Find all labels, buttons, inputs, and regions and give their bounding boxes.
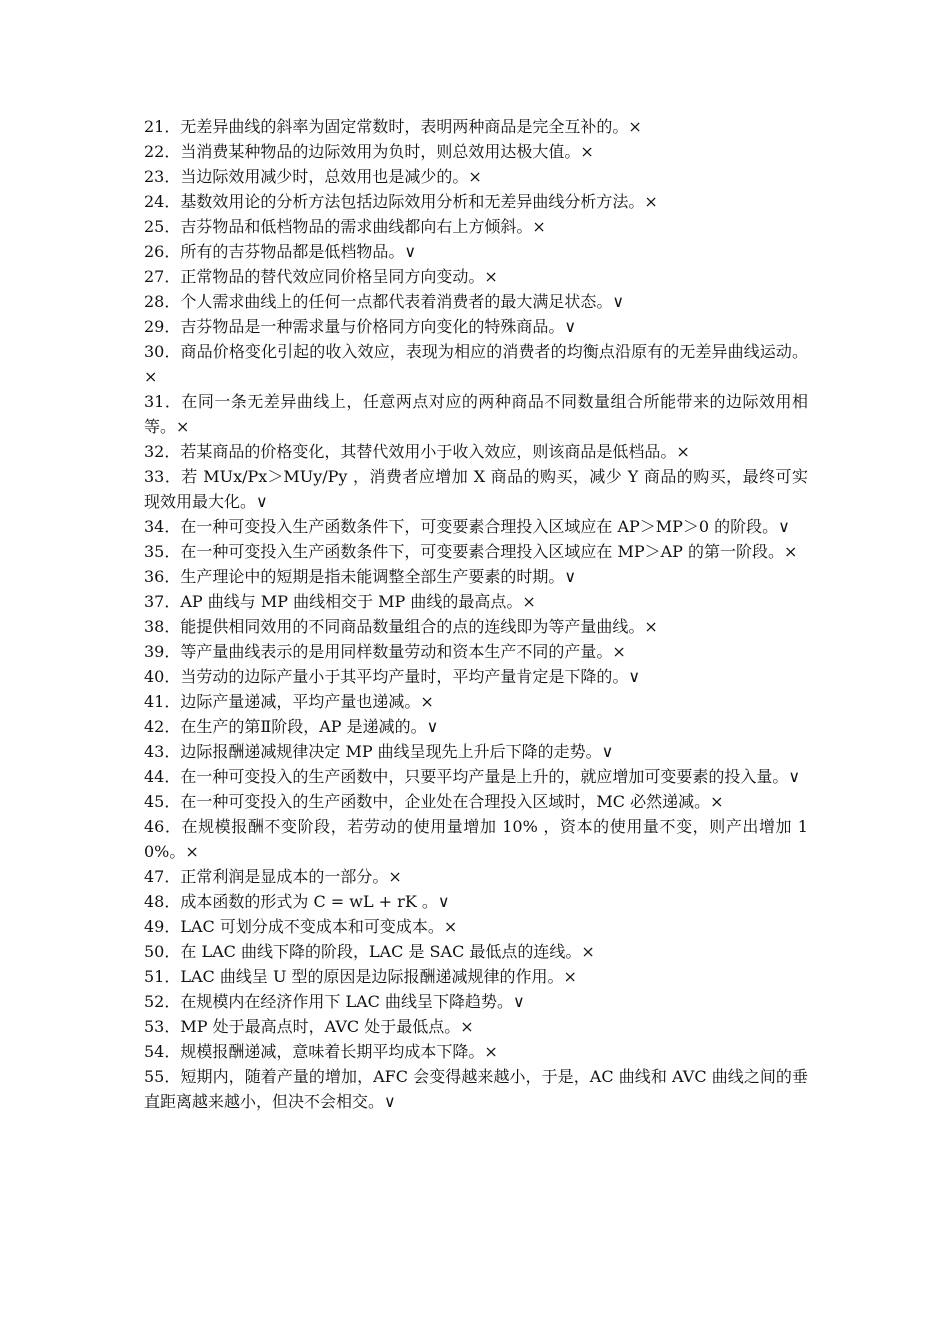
list-item: 21．无差异曲线的斜率为固定常数时，表明两种商品是完全互补的。× [144,117,642,136]
list-item: 28．个人需求曲线上的任何一点都代表着消费者的最大满足状态。∨ [144,292,625,311]
list-item: 29．吉芬物品是一种需求量与价格同方向变化的特殊商品。∨ [144,317,577,336]
list-item: 53．MP 处于最高点时，AVC 处于最低点。× [144,1017,474,1036]
list-item: 49．LAC 可划分成不变成本和可变成本。× [144,917,458,936]
list-item: 52．在规模内在经济作用下 LAC 曲线呈下降趋势。∨ [144,992,525,1011]
list-item: 46．在规模报酬不变阶段，若劳动的使用量增加 10% ，资本的使用量不变，则产出增加 10%。× [144,817,808,861]
list-item: 22．当消费某种物品的边际效用为负时，则总效用达极大值。× [144,142,594,161]
list-item: 26．所有的吉芬物品都是低档物品。∨ [144,242,417,261]
list-item: 36．生产理论中的短期是指未能调整全部生产要素的时期。∨ [144,567,577,586]
list-item: 42．在生产的第Ⅱ阶段，AP 是递减的。∨ [144,717,439,736]
list-item: 39．等产量曲线表示的是用同样数量劳动和资本生产不同的产量。× [144,642,626,661]
list-item: 33．若 MUx/Px＞MUy/Py ，消费者应增加 X 商品的购买，减少 Y 商品的购买，最终可实现效用最大化。∨ [144,467,808,511]
list-item: 34．在一种可变投入生产函数条件下，可变要素合理投入区域应在 AP＞MP＞0 的阶段。∨ [144,517,790,536]
list-item: 32．若某商品的价格变化，其替代效用小于收入效应，则该商品是低档品。× [144,442,690,461]
list-item: 23．当边际效用减少时，总效用也是减少的。× [144,167,482,186]
list-item: 41．边际产量递减，平均产量也递减。× [144,692,434,711]
list-item: 31．在同一条无差异曲线上，任意两点对应的两种商品不同数量组合所能带来的边际效用相等。× [144,392,808,436]
list-item: 40．当劳动的边际产量小于其平均产量时，平均产量肯定是下降的。∨ [144,667,641,686]
list-item: 47．正常利润是显成本的一部分。× [144,867,402,886]
list-item: 24．基数效用论的分析方法包括边际效用分析和无差异曲线分析方法。× [144,192,658,211]
list-item: 55．短期内，随着产量的增加，AFC 会变得越来越小，于是，AC 曲线和 AVC 曲线之间的垂直距离越来越小，但决不会相交。∨ [144,1067,808,1111]
list-item: 44．在一种可变投入的生产函数中，只要平均产量是上升的，就应增加可变要素的投入量。∨ [144,767,801,786]
list-item: 38．能提供相同效用的不同商品数量组合的点的连线即为等产量曲线。× [144,617,658,636]
list-item: 37．AP 曲线与 MP 曲线相交于 MP 曲线的最高点。× [144,592,536,611]
list-item: 25．吉芬物品和低档物品的需求曲线都向右上方倾斜。× [144,217,546,236]
list-item: 51．LAC 曲线呈 U 型的原因是边际报酬递减规律的作用。× [144,967,577,986]
question-list [144,114,808,1114]
list-item: 54．规模报酬递减，意味着长期平均成本下降。× [144,1042,498,1061]
list-item: 45．在一种可变投入的生产函数中，企业处在合理投入区域时，MC 必然递减。× [144,792,724,811]
list-item: 27．正常物品的替代效应同价格呈同方向变动。× [144,267,498,286]
list-item: 43．边际报酬递减规律决定 MP 曲线呈现先上升后下降的走势。∨ [144,742,614,761]
list-item: 50．在 LAC 曲线下降的阶段，LAC 是 SAC 最低点的连线。× [144,942,595,961]
list-item: 35．在一种可变投入生产函数条件下，可变要素合理投入区域应在 MP＞AP 的第一阶段。× [144,542,798,561]
list-item: 30．商品价格变化引起的收入效应，表现为相应的消费者的均衡点沿原有的无差异曲线运动。× [144,342,808,386]
list-item: 48．成本函数的形式为 C = wL + rK 。∨ [144,892,450,911]
